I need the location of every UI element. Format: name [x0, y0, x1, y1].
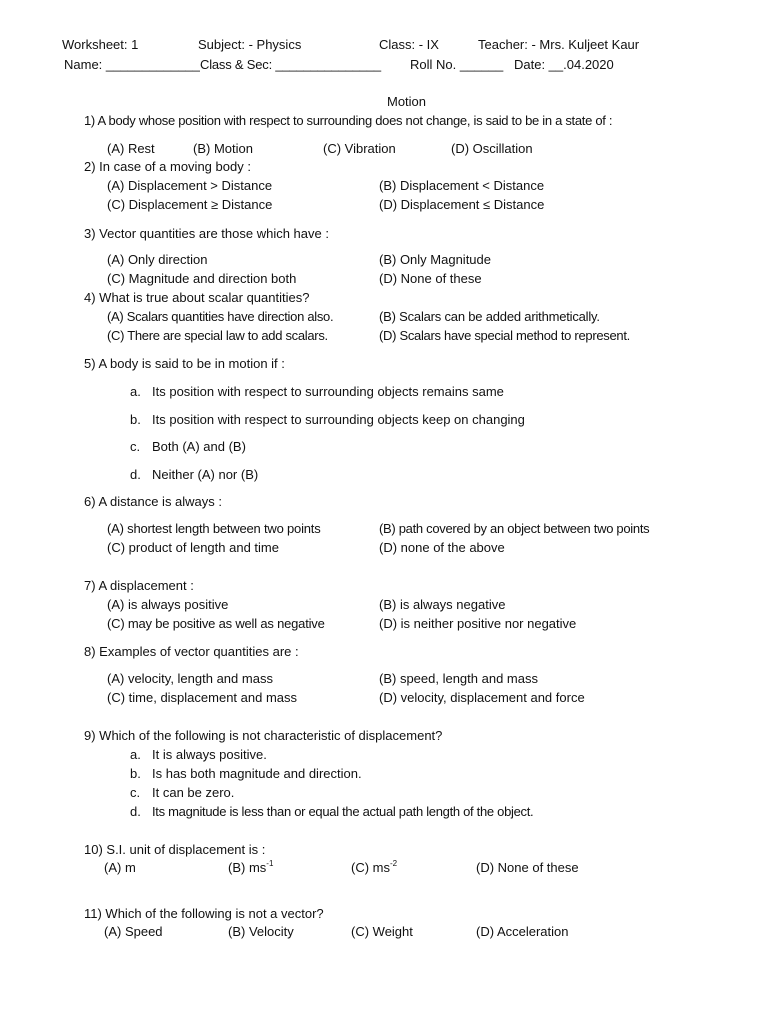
q2-option-c: (C) Displacement ≥ Distance	[107, 197, 273, 212]
class-sec-field: Class & Sec: _______________	[200, 57, 381, 72]
q9-option-a: It is always positive.	[152, 747, 267, 762]
q9-label-b: b.	[130, 766, 141, 781]
q4-option-c: (C) There are special law to add scalars.	[107, 328, 328, 343]
date-field: Date: __.04.2020	[514, 57, 614, 72]
q6-option-c: (C) product of length and time	[107, 540, 279, 555]
q4-option-d: (D) Scalars have special method to represent.	[379, 328, 630, 343]
q9-option-c: It can be zero.	[152, 785, 235, 800]
q7-option-c: (C) may be positive as well as negative	[107, 616, 325, 631]
q5-label-a: a.	[130, 384, 141, 399]
q8-option-b: (B) speed, length and mass	[379, 671, 538, 686]
q6-option-b: (B) path covered by an object between two points	[379, 521, 650, 536]
q3-option-a: (A) Only direction	[107, 252, 208, 267]
q7-option-b: (B) is always negative	[379, 597, 506, 612]
q4-option-a: (A) Scalars quantities have direction also.	[107, 309, 334, 324]
q2-option-d: (D) Displacement ≤ Distance	[379, 197, 545, 212]
teacher: Teacher: - Mrs. Kuljeet Kaur	[478, 37, 640, 52]
q10-option-a: (A) m	[104, 860, 136, 875]
question-7: 7) A displacement :	[84, 578, 194, 593]
q11-option-b: (B) Velocity	[228, 924, 294, 939]
q4-option-b: (B) Scalars can be added arithmetically.	[379, 309, 600, 324]
q11-option-a: (A) Speed	[104, 924, 163, 939]
question-8: 8) Examples of vector quantities are :	[84, 644, 299, 659]
q6-option-a: (A) shortest length between two points	[107, 521, 321, 536]
q9-label-a: a.	[130, 747, 141, 762]
q1-option-b: (B) Motion	[193, 141, 253, 156]
question-3: 3) Vector quantities are those which have :	[84, 226, 329, 241]
question-4: 4) What is true about scalar quantities?	[84, 290, 310, 305]
q11-option-c: (C) Weight	[351, 924, 413, 939]
question-9: 9) Which of the following is not characteristic of displacement?	[84, 728, 443, 743]
q10-option-b-exponent: -1	[266, 858, 274, 868]
question-1: 1) A body whose position with respect to surrounding does not change, is said to be in a state of :	[84, 113, 613, 128]
q5-option-d: Neither (A) nor (B)	[152, 467, 259, 482]
q9-option-d: Its magnitude is less than or equal the actual path length of the object.	[152, 804, 534, 819]
q3-option-b: (B) Only Magnitude	[379, 252, 491, 267]
q10-option-b-text: (B) ms	[228, 860, 267, 875]
q7-option-a: (A) is always positive	[107, 597, 229, 612]
q10-option-c	[351, 858, 398, 875]
q3-option-d: (D) None of these	[379, 271, 482, 286]
q5-option-a: Its position with respect to surrounding objects remains same	[152, 384, 504, 399]
q10-option-d: (D) None of these	[476, 860, 579, 875]
q8-option-c: (C) time, displacement and mass	[107, 690, 298, 705]
q2-option-a: (A) Displacement > Distance	[107, 178, 273, 193]
q5-label-b: b.	[130, 412, 141, 427]
q10-option-c-text: (C) ms	[351, 860, 390, 875]
q9-option-b: Is has both magnitude and direction.	[152, 766, 362, 781]
q1-option-d: (D) Oscillation	[451, 141, 533, 156]
q7-option-d: (D) is neither positive nor negative	[379, 616, 577, 631]
q8-option-d: (D) velocity, displacement and force	[379, 690, 585, 705]
question-2: 2) In case of a moving body :	[84, 159, 251, 174]
question-10: 10) S.I. unit of displacement is :	[84, 842, 266, 857]
q6-option-d: (D) none of the above	[379, 540, 505, 555]
roll-no-field: Roll No. ______	[410, 57, 504, 72]
q10-option-c-exponent: -2	[390, 858, 398, 868]
subject: Subject: - Physics	[198, 37, 302, 52]
question-11: 11) Which of the following is not a vector?	[84, 906, 324, 921]
question-6: 6) A distance is always :	[84, 494, 223, 509]
q9-label-c: c.	[130, 785, 141, 800]
q8-option-a: (A) velocity, length and mass	[107, 671, 273, 686]
q11-option-d: (D) Acceleration	[476, 924, 569, 939]
q10-option-b	[228, 858, 274, 875]
q5-label-c: c.	[130, 439, 141, 454]
q2-option-b: (B) Displacement < Distance	[379, 178, 545, 193]
q9-label-d: d.	[130, 804, 141, 819]
question-5: 5) A body is said to be in motion if :	[84, 356, 285, 371]
q5-option-b: Its position with respect to surrounding objects keep on changing	[152, 412, 525, 427]
q1-option-c: (C) Vibration	[323, 141, 396, 156]
worksheet-number: Worksheet: 1	[62, 37, 139, 52]
name-field: Name: _____________	[64, 57, 200, 72]
q3-option-c: (C) Magnitude and direction both	[107, 271, 297, 286]
class: Class: - IX	[379, 37, 439, 52]
q5-option-c: Both (A) and (B)	[152, 439, 246, 454]
page-title: Motion	[387, 94, 427, 109]
q5-label-d: d.	[130, 467, 141, 482]
q1-option-a: (A) Rest	[107, 141, 155, 156]
